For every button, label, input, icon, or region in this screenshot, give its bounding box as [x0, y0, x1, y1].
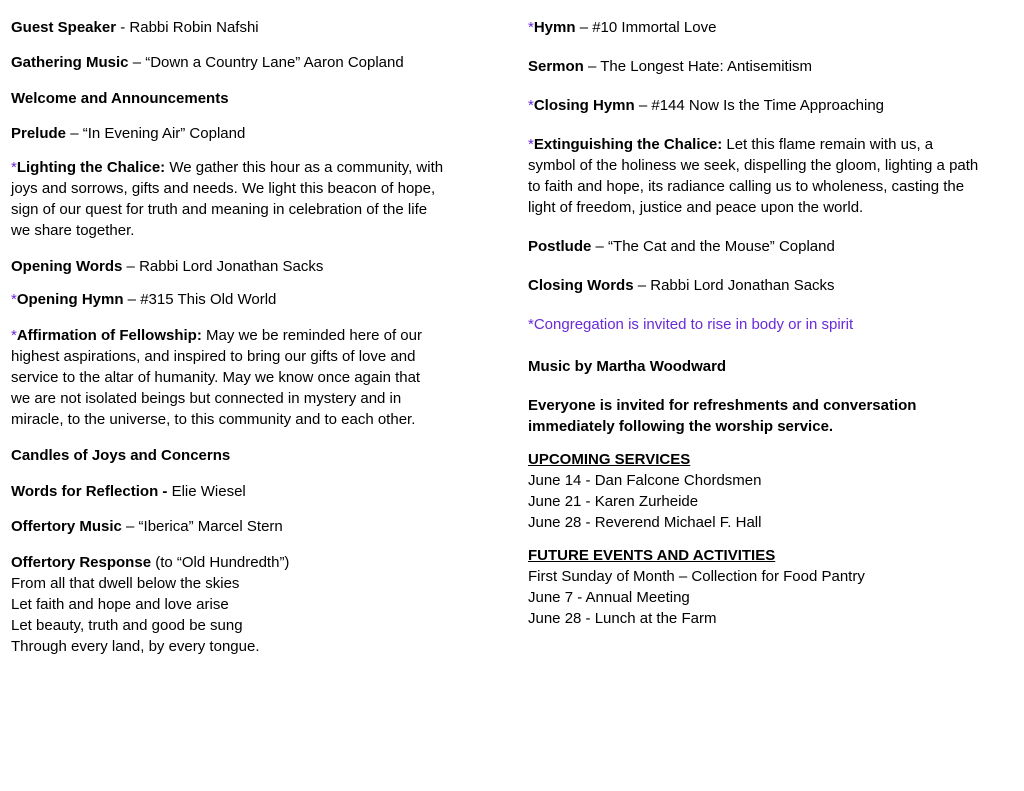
lighting-chalice-label: Lighting the Chalice: — [16, 159, 166, 176]
future-event-item: June 7 - Annual Meeting — [528, 589, 690, 606]
candles-line — [11, 445, 461, 466]
extinguishing-label: Extinguishing the Chalice: — [533, 136, 723, 153]
separator: – — [66, 125, 83, 142]
sermon-line — [528, 56, 998, 77]
closing-words-label: Closing Words — [528, 277, 634, 294]
sermon-label: Sermon — [528, 58, 584, 75]
opening-hymn-line — [11, 289, 461, 310]
gathering-music-line — [11, 52, 461, 73]
hymn-title: #10 Immortal Love — [592, 19, 717, 36]
standing-asterisk: * — [11, 159, 17, 176]
offertory-response-verse-line: Let beauty, truth and good be sung — [11, 617, 243, 634]
separator: – — [121, 518, 139, 535]
words-reflection-author: Elie Wiesel — [171, 483, 246, 500]
standing-asterisk: * — [11, 291, 17, 308]
candles-label: Candles of Joys and Concerns — [11, 447, 231, 464]
hymn-label: Hymn — [533, 19, 576, 36]
standing-asterisk: * — [11, 327, 17, 344]
postlude-title: “The Cat and the Mouse” Copland — [608, 238, 835, 255]
future-event-item: First Sunday of Month – Collection for Food Pantry — [528, 568, 865, 585]
gathering-music-title: “Down a Country Lane” Aaron Copland — [145, 54, 404, 71]
affirmation-label: Affirmation of Fellowship: — [16, 327, 202, 344]
refreshments-text-line: Everyone is invited for refreshments and conversation — [528, 397, 917, 414]
upcoming-services-heading: UPCOMING SERVICES — [528, 451, 691, 468]
lighting-chalice-text-line: we share together. — [11, 222, 135, 239]
guest-speaker-line — [11, 17, 461, 38]
hymn-line — [528, 17, 998, 38]
separator: – — [634, 97, 652, 114]
extinguishing-text-line: Let this flame remain with us, a — [722, 136, 934, 153]
words-reflection-line — [11, 481, 461, 502]
upcoming-service-item: June 28 - Reverend Michael F. Hall — [528, 514, 762, 531]
extinguishing-block — [528, 134, 998, 218]
affirmation-text-line: we are not isolated beings but connected in mystery and in — [11, 390, 402, 407]
welcome-label: Welcome and Announcements — [11, 90, 229, 107]
refreshments-note — [528, 395, 998, 437]
affirmation-text-line: May we be reminded here of our — [201, 327, 422, 344]
affirmation-text-line: highest aspirations, and inspired to bring our gifts of love and — [11, 348, 416, 365]
affirmation-block — [11, 325, 461, 430]
refreshments-text-line: immediately following the worship service. — [528, 418, 834, 435]
separator: – — [583, 58, 601, 75]
lighting-chalice-block — [11, 157, 461, 241]
sermon-title: The Longest Hate: Antisemitism — [600, 58, 813, 75]
offertory-response-verse-line: Through every land, by every tongue. — [11, 638, 260, 655]
opening-words-line — [11, 256, 461, 277]
postlude-line — [528, 236, 998, 257]
words-reflection-label: Words for Reflection - — [11, 483, 168, 500]
closing-hymn-label: Closing Hymn — [533, 97, 635, 114]
standing-asterisk: * — [528, 97, 534, 114]
future-event-item: June 28 - Lunch at the Farm — [528, 610, 717, 627]
closing-words-line — [528, 275, 998, 296]
upcoming-service-item: June 21 - Karen Zurheide — [528, 493, 699, 510]
offertory-response-verse-line: From all that dwell below the skies — [11, 575, 240, 592]
welcome-line — [11, 88, 461, 109]
closing-hymn-line — [528, 95, 998, 116]
separator: - — [116, 19, 130, 36]
separator: – — [591, 238, 609, 255]
offertory-music-line — [11, 516, 461, 537]
future-events-heading: FUTURE EVENTS AND ACTIVITIES — [528, 547, 776, 564]
lighting-chalice-text-line: We gather this hour as a community, with — [165, 159, 444, 176]
order-of-service-left-column — [11, 17, 461, 657]
upcoming-services-block — [528, 449, 998, 533]
congregation-note: *Congregation is invited to rise in body or in spirit — [528, 316, 854, 333]
opening-hymn-title: #315 This Old World — [140, 291, 277, 308]
opening-hymn-label: Opening Hymn — [16, 291, 124, 308]
lighting-chalice-text-line: sign of our quest for truth and meaning in celebration of the life — [11, 201, 428, 218]
offertory-response-tune: (to “Old Hundredth”) — [151, 554, 290, 571]
offertory-response-verse-line: Let faith and hope and love arise — [11, 596, 229, 613]
affirmation-text-line: service to the altar of humanity. May we know once again that — [11, 369, 421, 386]
opening-words-label: Opening Words — [11, 258, 123, 275]
prelude-line — [11, 123, 461, 144]
future-events-block — [528, 545, 998, 629]
standing-asterisk: * — [528, 136, 534, 153]
closing-hymn-title: #144 Now Is the Time Approaching — [651, 97, 885, 114]
closing-words-speaker: Rabbi Lord Jonathan Sacks — [650, 277, 835, 294]
standing-asterisk: * — [528, 19, 534, 36]
guest-speaker-label: Guest Speaker — [11, 19, 117, 36]
prelude-title: “In Evening Air” Copland — [82, 125, 246, 142]
extinguishing-text-line: light of freedom, justice and peace upon the world. — [528, 199, 864, 216]
music-by-line: Music by Martha Woodward — [528, 358, 727, 375]
offertory-music-title: “Iberica” Marcel Stern — [138, 518, 283, 535]
affirmation-text-line: miracle, to the universe, to this community and to each other. — [11, 411, 416, 428]
order-of-service-right-column — [528, 17, 998, 629]
prelude-label: Prelude — [11, 125, 67, 142]
offertory-music-label: Offertory Music — [11, 518, 122, 535]
offertory-response-label: Offertory Response — [11, 554, 152, 571]
separator: – — [633, 277, 651, 294]
extinguishing-text-line: symbol of the holiness we seek, dispelling the gloom, lighting a path — [528, 157, 979, 174]
separator: – — [122, 258, 140, 275]
extinguishing-text-line: to faith and hope, its radiance calling us to wholeness, casting the — [528, 178, 965, 195]
lighting-chalice-text-line: joys and sorrows, gifts and needs. We light this beacon of hope, — [11, 180, 436, 197]
offertory-response-block — [11, 552, 461, 657]
separator: – — [123, 291, 141, 308]
opening-words-speaker: Rabbi Lord Jonathan Sacks — [139, 258, 324, 275]
upcoming-service-item: June 14 - Dan Falcone Chordsmen — [528, 472, 762, 489]
guest-speaker-name: Rabbi Robin Nafshi — [129, 19, 259, 36]
separator: – — [128, 54, 146, 71]
separator: – — [575, 19, 593, 36]
postlude-label: Postlude — [528, 238, 592, 255]
gathering-music-label: Gathering Music — [11, 54, 129, 71]
